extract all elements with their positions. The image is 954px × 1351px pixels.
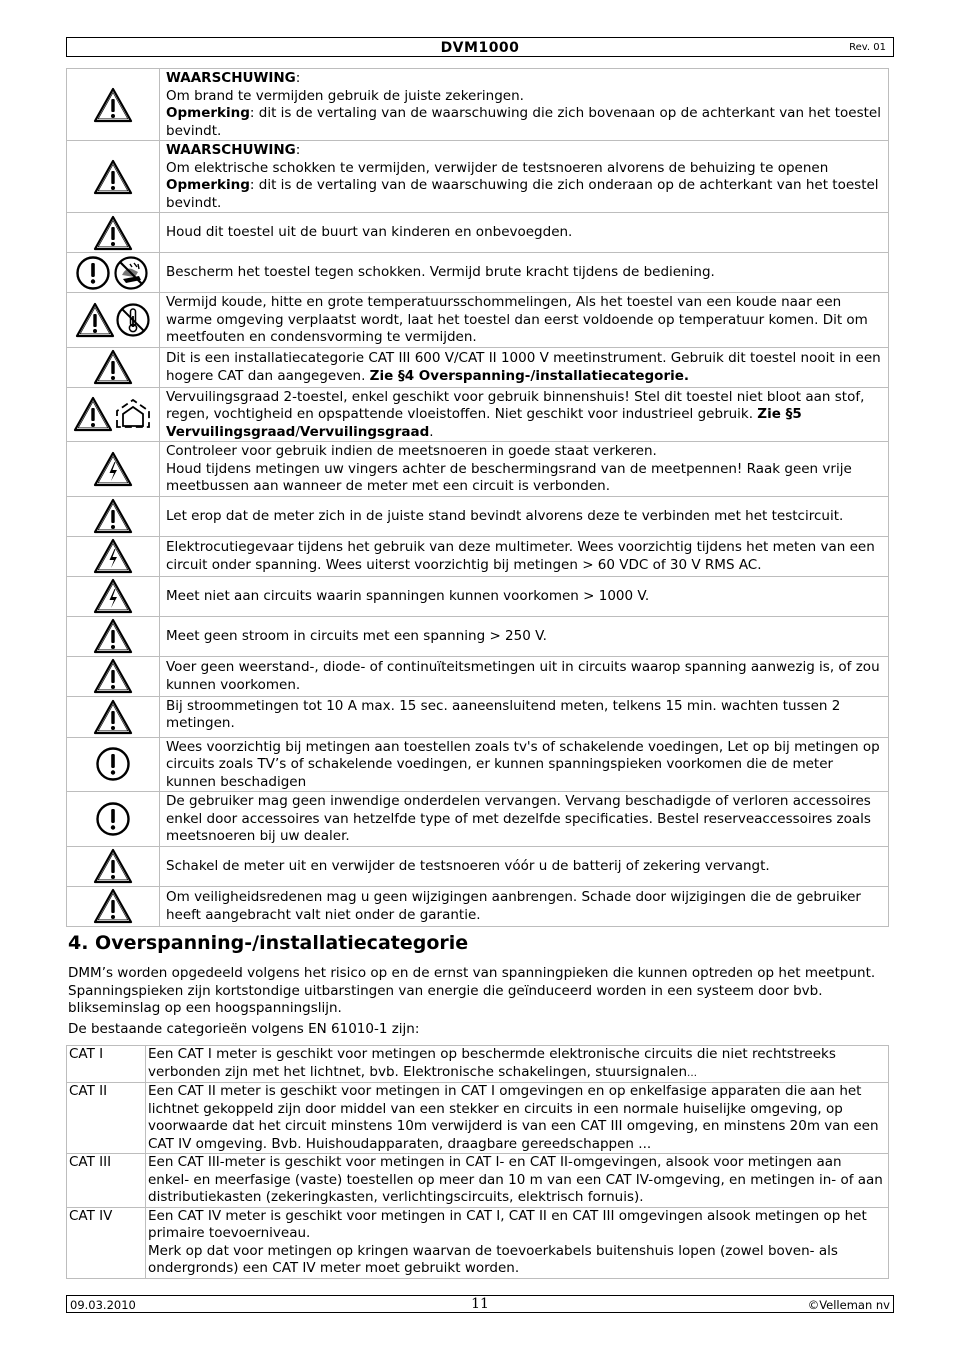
warning-line — [166, 160, 887, 178]
warning-icon-cell — [67, 387, 160, 442]
revision-label: Rev. 01 — [849, 42, 886, 53]
category-key: CAT IV — [67, 1207, 146, 1278]
warning-line — [166, 659, 887, 694]
warning-icon-cell — [67, 293, 160, 348]
category-text: Merk op dat voor metingen op kringen waarvan de toevoerkabels buitenshuis lopen (zowel boven- als ondergronds) een CAT IV meter moet gebruikt worden. — [148, 1242, 838, 1276]
warning-triangle-icon — [93, 97, 133, 113]
category-line — [148, 1243, 886, 1278]
warning-icon-cell — [67, 792, 160, 847]
warning-text — [160, 141, 889, 213]
text: . — [429, 423, 434, 440]
high-voltage-triangle-icon — [93, 461, 133, 477]
warning-triangle-icon — [93, 628, 133, 644]
category-description — [146, 1154, 889, 1208]
page-number: 11 — [471, 1296, 489, 1312]
bold-text: Vervuilingsgraad — [299, 423, 430, 440]
text: De gebruiker mag geen inwendige onderdelen vervangen. Vervang beschadigde of verloren accessoires enkel door accessoires van hetzelfde type of met dezelfde specificaties. Bestel reserveaccessoires zoals meetsnoeren bij uw dealer. — [166, 793, 871, 844]
section-title: 4. Overspanning-/installatiecategorie — [68, 932, 469, 954]
text: Meet niet aan circuits waarin spanningen kunnen voorkomen > 1000 V. — [166, 587, 650, 604]
warning-triangle-icon — [93, 359, 133, 375]
warning-triangle-icon — [73, 406, 113, 422]
warning-text — [160, 792, 889, 847]
category-line — [148, 1208, 886, 1243]
bold-text: Opmerking — [166, 177, 250, 193]
high-voltage-triangle-icon — [93, 548, 133, 564]
warning-text — [160, 442, 889, 497]
warning-line — [166, 264, 887, 282]
category-line — [148, 1046, 886, 1082]
warning-icon-cell — [67, 846, 160, 886]
category-row — [67, 1083, 889, 1154]
warning-text — [160, 886, 889, 926]
text: / — [295, 423, 300, 440]
footer-copyright: ©Velleman nv — [807, 1298, 890, 1312]
warning-line — [166, 739, 887, 792]
text: Om brand te vermijden gebruik de juiste zekeringen. — [166, 87, 524, 104]
section-intro: DMM’s worden opgedeeld volgens het risico op en de ernst van spanningpieken die kunnen optreden op het meetpunt. Spanningspieken zijn kortstondige uitbarstingen van energie die geïnduceerd worden in een systeem door bvb. blikseminslag op een hoogspanningslijn. — [68, 965, 876, 1016]
text: : — [295, 70, 301, 86]
bold-text: Opmerking — [166, 105, 250, 121]
warning-row — [67, 536, 889, 576]
text: Houd dit toestel uit de buurt van kinderen en onbevoegden. — [166, 224, 573, 241]
category-text: Een CAT III-meter is geschikt voor metingen in CAT I- en CAT II-omgevingen, alsook voor metingen aan enkel- en meerfasige (vaste) toestellen op meer dan 10 m van een CAT IV-omgeving, en metingen in- of aan distributiekasten (zekeringkasten, verlichtingscircuits, elektrisch fornuis). — [148, 1154, 883, 1205]
warning-icon-cell — [67, 696, 160, 737]
caution-circle-icon — [95, 756, 131, 772]
category-row — [67, 1154, 889, 1208]
warning-icon-cell — [67, 496, 160, 536]
category-key: CAT III — [67, 1154, 146, 1208]
warning-line — [166, 628, 887, 646]
section-lead: De bestaande categorieën volgens EN 61010-1 zijn: — [68, 1021, 420, 1037]
warning-line — [166, 858, 887, 876]
text: : dit is de vertaling van de waarschuwing die zich onderaan op de achterkant van het toestel bevindt. — [166, 177, 879, 211]
warning-row — [67, 656, 889, 696]
warning-line — [166, 350, 887, 385]
warning-row — [67, 616, 889, 656]
text: Let erop dat de meter zich in de juiste stand bevindt alvorens deze te verbinden met het testcircuit. — [166, 507, 844, 524]
warning-row — [67, 886, 889, 926]
warning-triangle-icon — [93, 898, 133, 914]
text: Houd tijdens metingen uw vingers achter de beschermingsrand van de meetpennen! Raak geen vrije meetbussen aan wanneer de meter met een circuit is verbonden. — [166, 460, 852, 494]
warning-text — [160, 496, 889, 536]
warning-triangle-icon — [93, 668, 133, 684]
warning-line — [166, 177, 887, 212]
warning-row — [67, 792, 889, 847]
category-key: CAT I — [67, 1046, 146, 1083]
warning-triangle-icon — [93, 709, 133, 725]
warning-row — [67, 213, 889, 253]
text: Bij stroommetingen tot 10 A max. 15 sec. aaneensluitend meten, telkens 15 min. wachten tussen 2 metingen. — [166, 697, 841, 731]
warning-triangle-icon — [93, 169, 133, 185]
category-key: CAT II — [67, 1083, 146, 1154]
category-description — [146, 1046, 889, 1083]
text: Bescherm het toestel tegen schokken. Vermijd brute kracht tijdens de bediening. — [166, 264, 715, 281]
warning-icon-cell — [67, 347, 160, 387]
warning-row — [67, 293, 889, 348]
warning-line — [166, 224, 887, 242]
warning-triangle-icon — [93, 858, 133, 874]
warning-icon-cell — [67, 141, 160, 213]
warning-icon-cell — [67, 253, 160, 293]
warning-triangle-icon — [93, 225, 133, 241]
warning-icon-cell — [67, 442, 160, 497]
caution-circle-icon — [75, 265, 111, 281]
text: Vermijd koude, hitte en grote temperatuursschommelingen, Als het toestel van een koude naar een warme omgeving verplaatst wordt, laat het toestel dan eerst voldoende op temperatuur komen. Dit om meetfouten en condensvorming te vermijden. — [166, 294, 868, 345]
ellipsis: … — [687, 1067, 698, 1079]
warning-text — [160, 536, 889, 576]
bold-text: Zie §4 Overspanning-/installatiecategorie. — [369, 367, 690, 384]
category-row — [67, 1046, 889, 1083]
warning-text — [160, 387, 889, 442]
text: Meet geen stroom in circuits met een spanning > 250 V. — [166, 627, 547, 644]
bold-text: WAARSCHUWING — [166, 142, 296, 158]
category-description — [146, 1207, 889, 1278]
high-voltage-triangle-icon — [93, 588, 133, 604]
warning-line — [166, 88, 887, 106]
category-description — [146, 1083, 889, 1154]
warning-row — [67, 496, 889, 536]
warning-line — [166, 793, 887, 846]
warning-line — [166, 443, 887, 461]
warning-icon-cell — [67, 576, 160, 616]
page-header — [66, 37, 894, 57]
warning-row — [67, 253, 889, 293]
text: Wees voorzichtig bij metingen aan toestellen zoals tv's of schakelende voedingen, Let op bij metingen op circuits zoals TV’s of schakelende voedingen, er kunnen spanningspieken voorkomen die de meter kunnen beschadigen — [166, 738, 880, 790]
category-line — [148, 1083, 886, 1153]
caution-circle-icon — [95, 811, 131, 827]
warning-icon-cell — [67, 656, 160, 696]
warning-line — [166, 698, 887, 733]
warning-row — [67, 442, 889, 497]
warning-text — [160, 253, 889, 293]
warning-icon-cell — [67, 886, 160, 926]
safety-warnings-table — [66, 68, 889, 927]
warning-text — [160, 69, 889, 141]
page-footer — [66, 1295, 894, 1313]
text: : — [295, 142, 301, 158]
warning-text — [160, 656, 889, 696]
text: Om elektrische schokken te vermijden, verwijder de testsnoeren alvorens de behuizing te openen — [166, 159, 829, 176]
text: Controleer voor gebruik indien de meetsnoeren in goede staat verkeren. — [166, 443, 657, 459]
warning-text — [160, 846, 889, 886]
warning-line — [166, 539, 887, 574]
warning-icon-cell — [67, 69, 160, 141]
text: Dit is een installatiecategorie CAT III 600 V/CAT II 1000 V meetinstrument. Gebruik dit toestel nooit in een hogere CAT dan aangegeven. — [166, 350, 881, 384]
text: Elektrocutiegevaar tijdens het gebruik van deze multimeter. Wees voorzichtig tijdens het meten van een circuit onder spanning. Wees uiterst voorzichtig bij metingen > 60 VDC of 30 V RMS AC. — [166, 539, 875, 573]
warning-icon-cell — [67, 536, 160, 576]
category-text: Een CAT IV meter is geschikt voor metingen in CAT I, CAT II en CAT III omgevingen alsook metingen op het primaire toevoerniveau. — [148, 1207, 867, 1241]
category-line — [148, 1154, 886, 1207]
warning-text — [160, 576, 889, 616]
text: Om veiligheidsredenen mag u geen wijzigingen aanbrengen. Schade door wijzigingen die de gebruiker heeft aangebracht valt niet onder de garantie. — [166, 889, 861, 923]
warning-text — [160, 616, 889, 656]
warning-row — [67, 347, 889, 387]
text: Voer geen weerstand-, diode- of continuïteitsmetingen uit in circuits waarop spanning aanwezig is, of zou kunnen voorkomen. — [166, 659, 880, 693]
warning-text — [160, 293, 889, 348]
warning-line — [166, 389, 887, 442]
warning-row — [67, 387, 889, 442]
document-title: DVM1000 — [440, 40, 520, 56]
text: Schakel de meter uit en verwijder de testsnoeren vóór u de batterij of zekering vervangt. — [166, 857, 770, 874]
warning-row — [67, 576, 889, 616]
warning-line — [166, 105, 887, 140]
warning-row — [67, 846, 889, 886]
text: : dit is de vertaling van de waarschuwing die zich bovenaan op de achterkant van het toestel bevindt. — [166, 105, 881, 139]
text: Vervuilingsgraad 2-toestel, enkel geschikt voor gebruik binnenshuis! Stel dit toestel niet bloot aan stof, regen, vochtigheid en opspattende vloeistoffen. Niet geschikt voor industrieel gebruik. — [166, 388, 865, 422]
warning-line — [166, 70, 887, 88]
warning-row — [67, 737, 889, 792]
warning-triangle-icon — [93, 508, 133, 524]
warning-text — [160, 696, 889, 737]
category-row — [67, 1207, 889, 1278]
categories-table — [66, 1045, 889, 1279]
warning-row — [67, 141, 889, 213]
warning-line — [166, 461, 887, 496]
bold-text: WAARSCHUWING — [166, 70, 296, 86]
footer-date: 09.03.2010 — [70, 1298, 136, 1312]
warning-line — [166, 588, 887, 606]
warning-icon-cell — [67, 737, 160, 792]
warning-row — [67, 69, 889, 141]
warning-text — [160, 737, 889, 792]
warning-row — [67, 696, 889, 737]
warning-line — [166, 889, 887, 924]
category-text: Een CAT II meter is geschikt voor metingen in CAT I omgevingen en op enkelfasige apparaten die aan het lichtnet gekoppeld zijn door middel van een stekker en circuits in een normale huiselijke omgeving, op voorwaarde dat het circuit minstens 10m verwijderd is van een CAT III omgeving, en minstens 20m van een CAT IV omgeving. Bvb. Huishoudapparaten, draagbare gereedschappen ... — [148, 1083, 879, 1152]
no-shock-icon — [111, 265, 151, 281]
warning-text — [160, 347, 889, 387]
warning-icon-cell — [67, 213, 160, 253]
warning-line — [166, 508, 887, 526]
warning-line — [166, 294, 887, 347]
warning-triangle-icon — [75, 312, 115, 328]
bold-text: Zie §5 Vervuilingsgraad — [166, 406, 802, 440]
no-temperature-icon — [115, 312, 151, 328]
indoor-house-icon — [113, 406, 153, 422]
warning-line — [166, 142, 887, 160]
category-text: Een CAT I meter is geschikt voor metingen op beschermde elektronische circuits die niet rechtstreeks verbonden zijn met het lichtnet, bvb. Elektronische schakelingen, stuursignalen — [148, 1046, 836, 1080]
warning-icon-cell — [67, 616, 160, 656]
warning-text — [160, 213, 889, 253]
